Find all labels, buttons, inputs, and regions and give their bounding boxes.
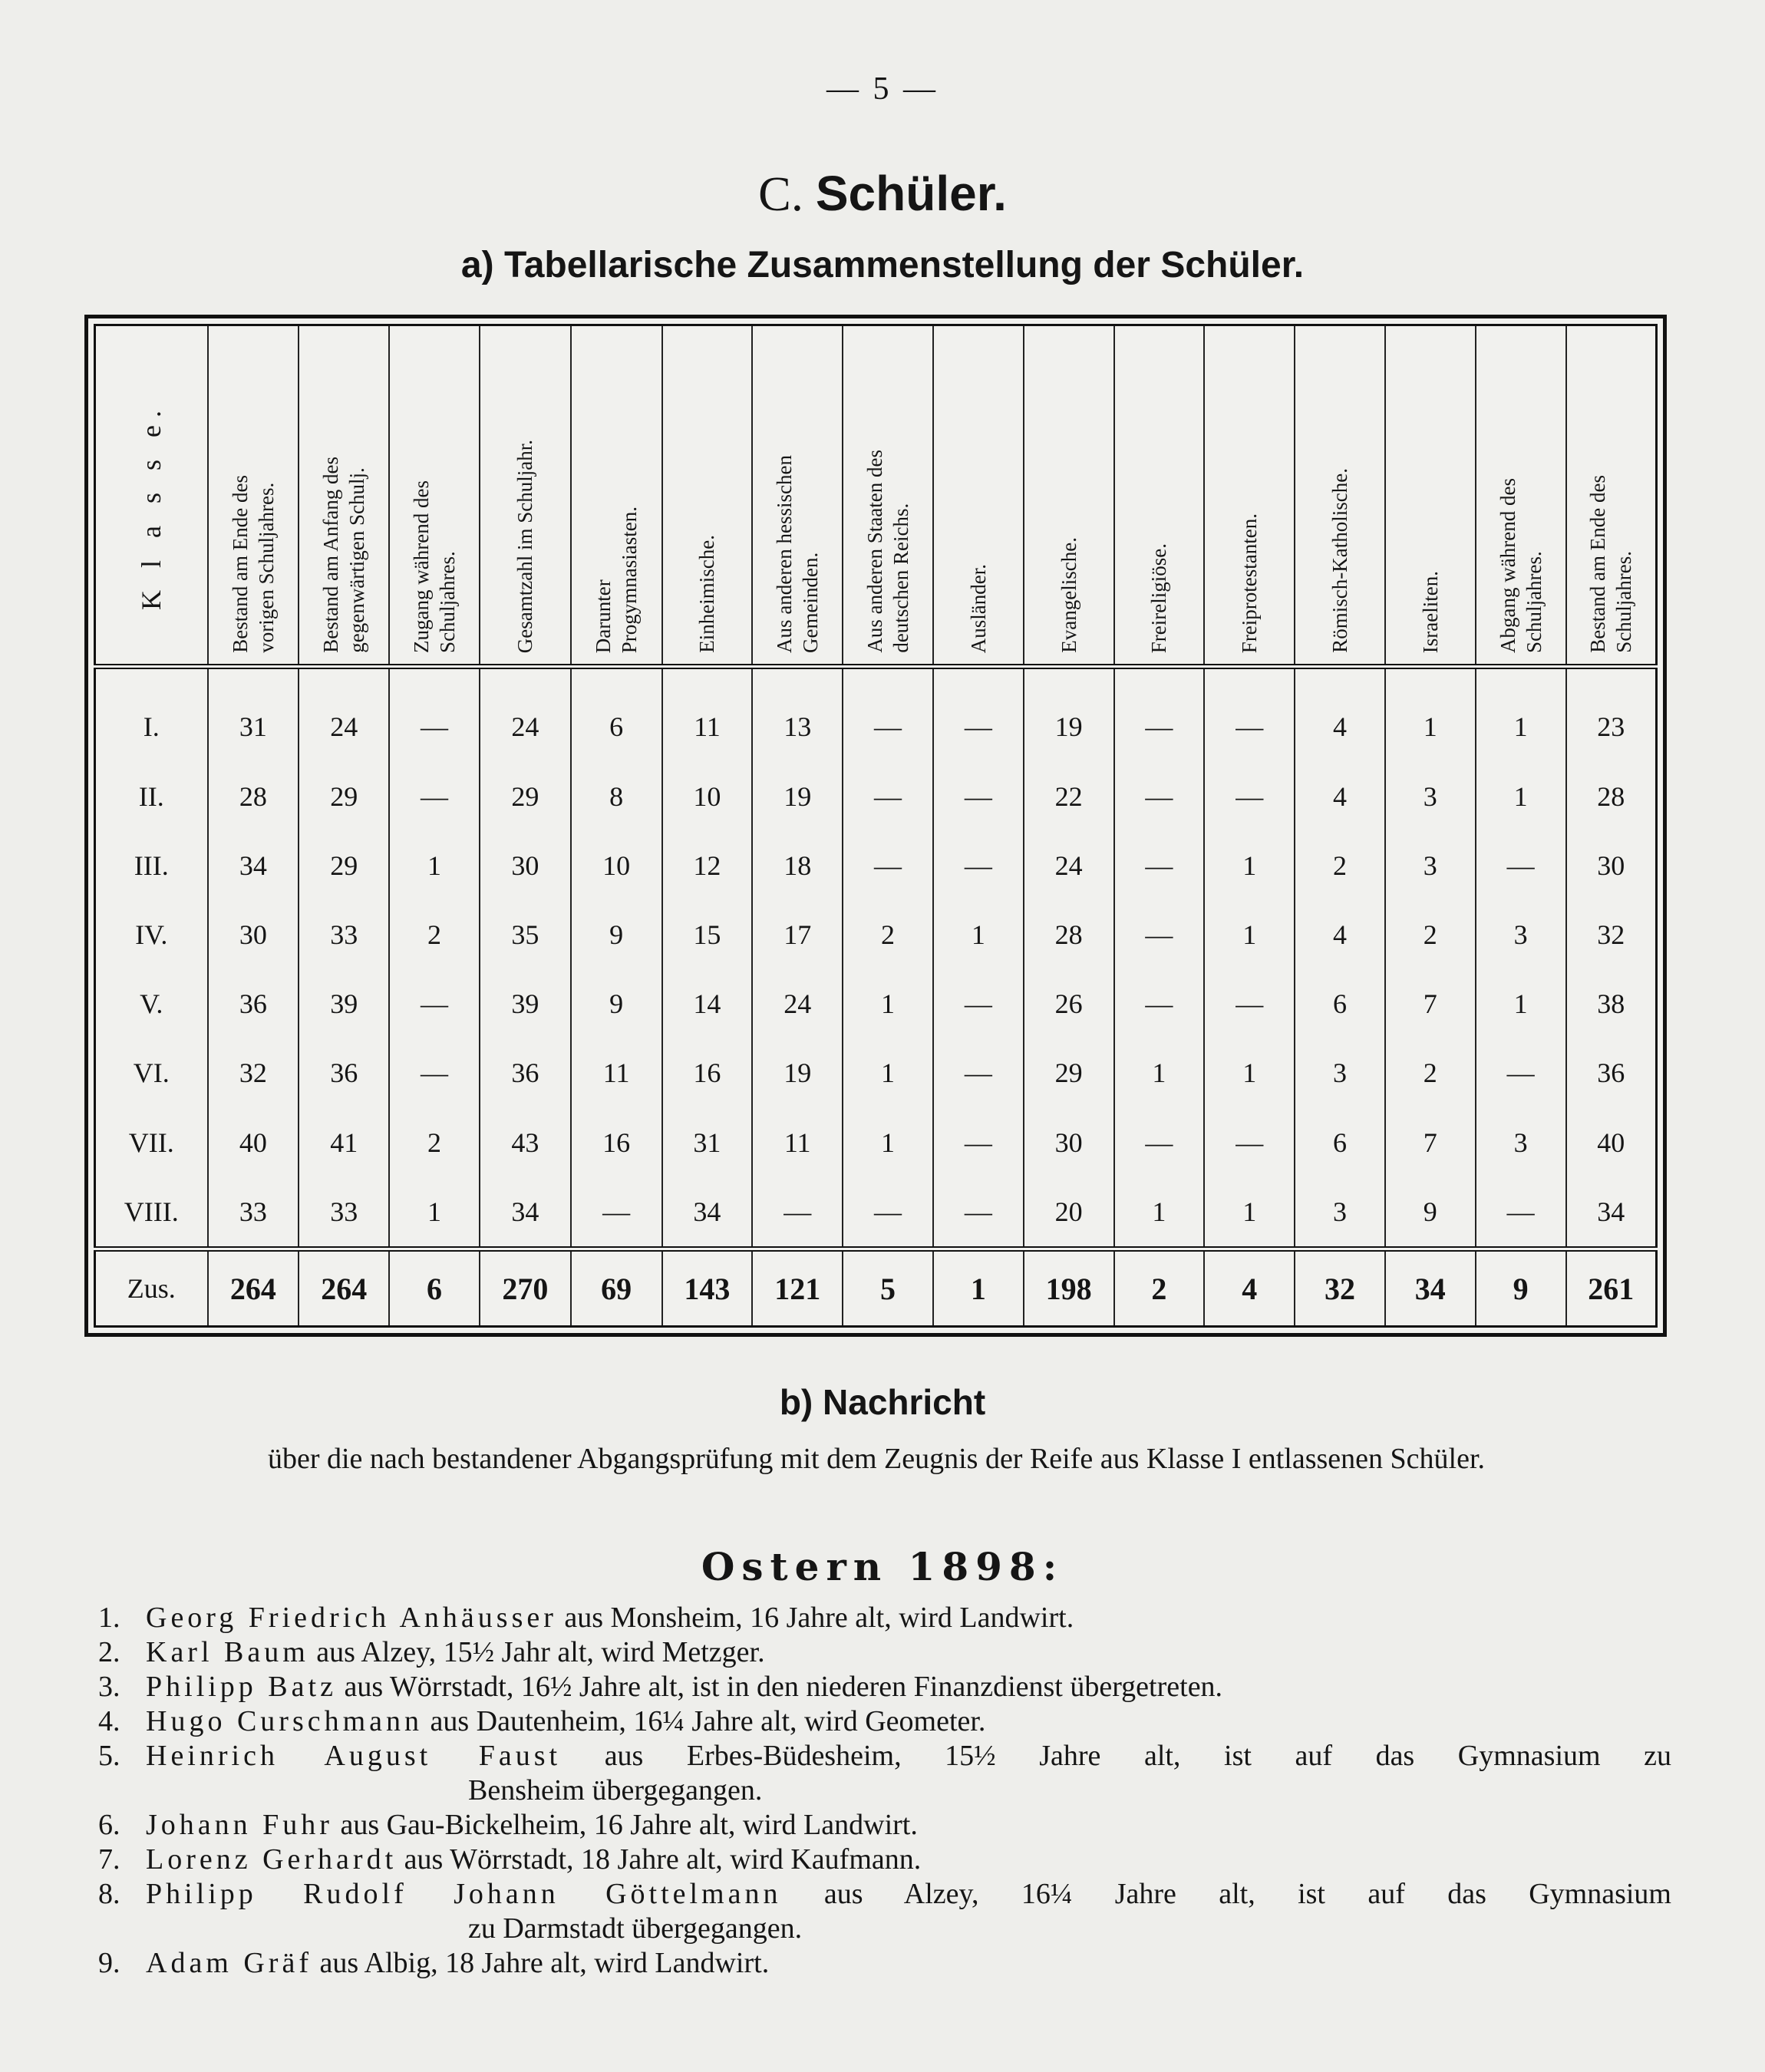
column-header: [1476, 325, 1566, 667]
totals-cell: 6: [389, 1249, 480, 1327]
list-item: [98, 1946, 1671, 1981]
table-cell: 2: [389, 900, 480, 969]
column-header: [843, 325, 933, 667]
table-cell: 26: [1024, 969, 1114, 1038]
table-cell: 6: [1295, 969, 1385, 1038]
student-name: Georg Friedrich Anhäusser: [146, 1602, 557, 1634]
table-cell: 3: [1385, 762, 1476, 831]
table-cell: 24: [299, 667, 389, 762]
table-cell: 16: [662, 1038, 753, 1107]
table-cell: 34: [480, 1177, 571, 1249]
table-cell: 32: [1566, 900, 1657, 969]
table-cell: 38: [1566, 969, 1657, 1038]
list-item-number: 4.: [98, 1705, 120, 1737]
list-item-number: 6.: [98, 1809, 120, 1841]
table-cell: —: [1476, 1038, 1566, 1107]
totals-cell: 69: [571, 1249, 662, 1327]
list-item: [98, 1808, 1671, 1843]
table-cell: 28: [1024, 900, 1114, 969]
table-cell: —: [389, 969, 480, 1038]
table-cell: 36: [299, 1038, 389, 1107]
list-item: [98, 1843, 1671, 1877]
class-label: V.: [95, 969, 208, 1038]
table-cell: 16: [571, 1108, 662, 1177]
table-cell: 30: [480, 831, 571, 900]
table-cell: 18: [752, 831, 843, 900]
table-cell: —: [1204, 969, 1295, 1038]
column-header: [208, 325, 299, 667]
table-cell: —: [1476, 831, 1566, 900]
table-cell: —: [933, 1038, 1024, 1107]
ostern-heading: Ostern 1898:: [701, 1544, 1064, 1589]
table-cell: 10: [662, 762, 753, 831]
table-cell: 9: [571, 900, 662, 969]
column-header-label: Bestand am Anfang des gegenwärtigen Schulj.: [319, 457, 369, 653]
table-cell: 9: [571, 969, 662, 1038]
list-item-number: 3.: [98, 1671, 120, 1703]
totals-cell: 34: [1385, 1249, 1476, 1327]
table-cell: 28: [1566, 762, 1657, 831]
table-cell: 3: [1295, 1038, 1385, 1107]
table-cell: —: [571, 1177, 662, 1249]
table-cell: —: [1114, 762, 1205, 831]
table-cell: 1: [389, 831, 480, 900]
table-cell: 11: [662, 667, 753, 762]
table-cell: —: [1114, 1108, 1205, 1177]
totals-cell: 4: [1204, 1249, 1295, 1327]
column-header-label: Freireligiöse.: [1147, 543, 1171, 653]
totals-cell: 198: [1024, 1249, 1114, 1327]
class-label: IV.: [95, 900, 208, 969]
table-cell: 24: [480, 667, 571, 762]
table-cell: 22: [1024, 762, 1114, 831]
table-cell: 1: [1204, 900, 1295, 969]
table-cell: 9: [1385, 1177, 1476, 1249]
column-header-label: Aus anderen Staaten des deutschen Reichs.: [863, 450, 913, 653]
table-cell: 19: [752, 762, 843, 831]
table-cell: 1: [1476, 969, 1566, 1038]
table-row: [95, 969, 1657, 1038]
table-cell: 8: [571, 762, 662, 831]
table-cell: 33: [299, 900, 389, 969]
list-item: [98, 1739, 1671, 1808]
class-label: I.: [95, 667, 208, 762]
table-title: a) Tabellarische Zusammenstellung der Schüler.: [460, 245, 1305, 285]
table-cell: 29: [299, 762, 389, 831]
table-cell: 1: [843, 1108, 933, 1177]
column-header: [662, 325, 753, 667]
table-row: [95, 900, 1657, 969]
table-cell: 29: [1024, 1038, 1114, 1107]
table-cell: —: [389, 762, 480, 831]
table-cell: 1: [1204, 1038, 1295, 1107]
list-item-number: 9.: [98, 1947, 120, 1979]
table-cell: 1: [843, 1038, 933, 1107]
table-cell: 36: [208, 969, 299, 1038]
table-cell: —: [1114, 831, 1205, 900]
column-header: [1204, 325, 1295, 667]
table-cell: 41: [299, 1108, 389, 1177]
table-cell: —: [1114, 900, 1205, 969]
totals-cell: 2: [1114, 1249, 1205, 1327]
table-row: [95, 831, 1657, 900]
table-cell: 31: [208, 667, 299, 762]
table-cell: 40: [1566, 1108, 1657, 1177]
student-details: aus Wörrstadt, 16½ Jahre alt, ist in den niederen Finanzdienst übergetreten.: [336, 1671, 1223, 1703]
table-cell: 12: [662, 831, 753, 900]
table-cell: 3: [1476, 900, 1566, 969]
table-cell: 3: [1476, 1108, 1566, 1177]
page-number: — 5 —: [826, 71, 939, 107]
table-cell: —: [389, 1038, 480, 1107]
list-item: [98, 1670, 1671, 1704]
table-cell: 1: [1204, 831, 1295, 900]
table-cell: 1: [1204, 1177, 1295, 1249]
table-cell: 1: [1114, 1038, 1205, 1107]
table-cell: 4: [1295, 667, 1385, 762]
graduate-list: [98, 1601, 1671, 1981]
student-name: Karl Baum: [146, 1636, 309, 1668]
table-cell: 30: [1566, 831, 1657, 900]
table-cell: 13: [752, 667, 843, 762]
table-cell: 20: [1024, 1177, 1114, 1249]
table-cell: —: [1476, 1177, 1566, 1249]
table-cell: 3: [1295, 1177, 1385, 1249]
column-header-label: Evangelische.: [1057, 537, 1080, 653]
table-cell: 1: [1385, 667, 1476, 762]
table-row: [95, 1177, 1657, 1249]
table-cell: —: [1114, 969, 1205, 1038]
student-name: Hugo Curschmann: [146, 1705, 424, 1737]
class-label: III.: [95, 831, 208, 900]
totals-cell: 32: [1295, 1249, 1385, 1327]
table-cell: 11: [752, 1108, 843, 1177]
column-header-label: Bestand am Ende des vorigen Schuljahres.: [228, 475, 278, 653]
table-cell: 32: [208, 1038, 299, 1107]
table-cell: 4: [1295, 900, 1385, 969]
table-cell: —: [933, 667, 1024, 762]
column-header: [1295, 325, 1385, 667]
section-name: Schüler.: [815, 166, 1007, 221]
totals-cell: 5: [843, 1249, 933, 1327]
column-header-label: K l a s s e.: [136, 403, 167, 610]
student-details: aus Monsheim, 16 Jahre alt, wird Landwirt.: [556, 1602, 1074, 1634]
table-cell: —: [1204, 667, 1295, 762]
table-cell: 1: [389, 1177, 480, 1249]
column-header: [933, 325, 1024, 667]
table-cell: —: [389, 667, 480, 762]
student-details-continued: zu Darmstadt übergegangen.: [468, 1912, 803, 1945]
table-cell: 28: [208, 762, 299, 831]
section-prefix: C.: [758, 167, 803, 221]
table-cell: 2: [389, 1108, 480, 1177]
table-cell: 23: [1566, 667, 1657, 762]
list-item: [98, 1635, 1671, 1670]
class-label: II.: [95, 762, 208, 831]
totals-cell: 1: [933, 1249, 1024, 1327]
column-header: [1114, 325, 1205, 667]
table-cell: —: [933, 831, 1024, 900]
table-cell: 40: [208, 1108, 299, 1177]
student-details: aus Dautenheim, 16¼ Jahre alt, wird Geometer.: [423, 1705, 986, 1737]
column-header: [1024, 325, 1114, 667]
table-cell: 39: [299, 969, 389, 1038]
totals-cell: 9: [1476, 1249, 1566, 1327]
student-name: Heinrich August Faust: [146, 1740, 562, 1772]
column-header-label: Römisch-Katholische.: [1328, 468, 1351, 653]
totals-cell: 121: [752, 1249, 843, 1327]
table-cell: 7: [1385, 969, 1476, 1038]
totals-cell: 270: [480, 1249, 571, 1327]
totals-cell: 261: [1566, 1249, 1657, 1327]
column-header: [1566, 325, 1657, 667]
column-header-label: Ausländer.: [966, 563, 990, 653]
table-cell: —: [752, 1177, 843, 1249]
table-cell: 30: [1024, 1108, 1114, 1177]
totals-cell: 264: [208, 1249, 299, 1327]
table-cell: 36: [1566, 1038, 1657, 1107]
table-cell: 7: [1385, 1108, 1476, 1177]
table-cell: 19: [1024, 667, 1114, 762]
table-header-row: [95, 325, 1657, 667]
column-header-label: Zugang während des Schuljahres.: [410, 480, 459, 653]
class-label: VIII.: [95, 1177, 208, 1249]
table-cell: 36: [480, 1038, 571, 1107]
table-cell: 6: [571, 667, 662, 762]
table-cell: 24: [1024, 831, 1114, 900]
list-item-number: 8.: [98, 1878, 120, 1910]
table-cell: 15: [662, 900, 753, 969]
table-cell: 2: [843, 900, 933, 969]
table-cell: 3: [1385, 831, 1476, 900]
column-header-label: Bestand am Ende des Schuljahres.: [1586, 475, 1636, 653]
table-cell: —: [843, 831, 933, 900]
column-header: [1385, 325, 1476, 667]
table-cell: —: [1204, 762, 1295, 831]
student-details: aus Alzey, 15½ Jahr alt, wird Metzger.: [308, 1636, 765, 1668]
column-header-label: Gesamtzahl im Schuljahr.: [513, 439, 537, 653]
table-cell: 30: [208, 900, 299, 969]
section-title: [0, 165, 1765, 223]
table-cell: 34: [662, 1177, 753, 1249]
student-name: Philipp Batz: [146, 1671, 337, 1703]
student-statistics-table: [84, 315, 1667, 1337]
table-cell: 19: [752, 1038, 843, 1107]
student-name: Adam Gräf: [146, 1947, 312, 1979]
class-label: VII.: [95, 1108, 208, 1177]
column-header-label: Aus anderen hessischen Gemeinden.: [773, 455, 823, 653]
table-cell: 17: [752, 900, 843, 969]
table-cell: 14: [662, 969, 753, 1038]
student-details-continued: Bensheim übergegangen.: [468, 1774, 763, 1806]
column-header: [95, 325, 208, 667]
table-row: [95, 667, 1657, 762]
list-item-number: 2.: [98, 1636, 120, 1668]
table-cell: 35: [480, 900, 571, 969]
table-cell: 29: [299, 831, 389, 900]
student-name: Johann Fuhr: [146, 1809, 333, 1841]
table-cell: 11: [571, 1038, 662, 1107]
table-cell: —: [933, 1177, 1024, 1249]
table-cell: 34: [1566, 1177, 1657, 1249]
student-name: Lorenz Gerhardt: [146, 1843, 398, 1876]
table-cell: —: [843, 762, 933, 831]
table-cell: 33: [208, 1177, 299, 1249]
table-cell: 2: [1385, 900, 1476, 969]
table-cell: 1: [1476, 667, 1566, 762]
column-header: [389, 325, 480, 667]
table-cell: —: [933, 762, 1024, 831]
totals-row: [95, 1249, 1657, 1327]
totals-label: Zus.: [95, 1249, 208, 1327]
nachricht-title: b) Nachricht: [779, 1382, 986, 1422]
list-item: [98, 1877, 1671, 1946]
table-cell: 1: [1476, 762, 1566, 831]
column-header: [299, 325, 389, 667]
list-item-number: 7.: [98, 1843, 120, 1876]
student-details: aus Albig, 18 Jahre alt, wird Landwirt.: [312, 1947, 770, 1979]
table-cell: —: [843, 1177, 933, 1249]
column-header: [571, 325, 662, 667]
table-cell: —: [1204, 1108, 1295, 1177]
column-header-label: Darunter Progymnasiasten.: [592, 506, 642, 653]
table-cell: 10: [571, 831, 662, 900]
table-cell: 1: [1114, 1177, 1205, 1249]
list-item-number: 1.: [98, 1602, 120, 1634]
column-header-label: Freiprotestanten.: [1238, 513, 1262, 653]
table-cell: 6: [1295, 1108, 1385, 1177]
table-cell: 29: [480, 762, 571, 831]
list-item-number: 5.: [98, 1740, 120, 1772]
table-cell: 34: [208, 831, 299, 900]
list-item: [98, 1704, 1671, 1739]
table-row: [95, 1108, 1657, 1177]
table-cell: 24: [752, 969, 843, 1038]
column-header-label: Abgang während des Schuljahres.: [1496, 478, 1546, 653]
column-header: [752, 325, 843, 667]
student-details: aus Erbes-Büdesheim, 15½ Jahre alt, ist auf das Gymnasium zu: [561, 1740, 1671, 1772]
table-cell: —: [1114, 667, 1205, 762]
nachricht-subtitle: über die nach bestandener Abgangsprüfung mit dem Zeugnis der Reife aus Klasse I entlassenen Schüler.: [267, 1443, 1486, 1475]
table-cell: 2: [1385, 1038, 1476, 1107]
class-label: VI.: [95, 1038, 208, 1107]
student-name: Philipp Rudolf Johann Göttelmann: [146, 1878, 782, 1910]
table-cell: 1: [933, 900, 1024, 969]
student-details: aus Gau-Bickelheim, 16 Jahre alt, wird Landwirt.: [332, 1809, 918, 1841]
column-header-label: Einheimische.: [695, 535, 719, 653]
table-cell: 33: [299, 1177, 389, 1249]
totals-cell: 143: [662, 1249, 753, 1327]
table-cell: 2: [1295, 831, 1385, 900]
table-cell: 31: [662, 1108, 753, 1177]
table-row: [95, 762, 1657, 831]
list-item: [98, 1601, 1671, 1635]
table-cell: 39: [480, 969, 571, 1038]
table-cell: 4: [1295, 762, 1385, 831]
student-details: aus Wörrstadt, 18 Jahre alt, wird Kaufmann.: [397, 1843, 922, 1876]
student-details: aus Alzey, 16¼ Jahre alt, ist auf das Gymnasium: [781, 1878, 1671, 1910]
table-cell: —: [843, 667, 933, 762]
totals-cell: 264: [299, 1249, 389, 1327]
table-cell: —: [933, 969, 1024, 1038]
table-row: [95, 1038, 1657, 1107]
column-header: [480, 325, 571, 667]
table-cell: 1: [843, 969, 933, 1038]
table-cell: 43: [480, 1108, 571, 1177]
column-header-label: Israeliten.: [1418, 570, 1442, 653]
table-cell: —: [933, 1108, 1024, 1177]
